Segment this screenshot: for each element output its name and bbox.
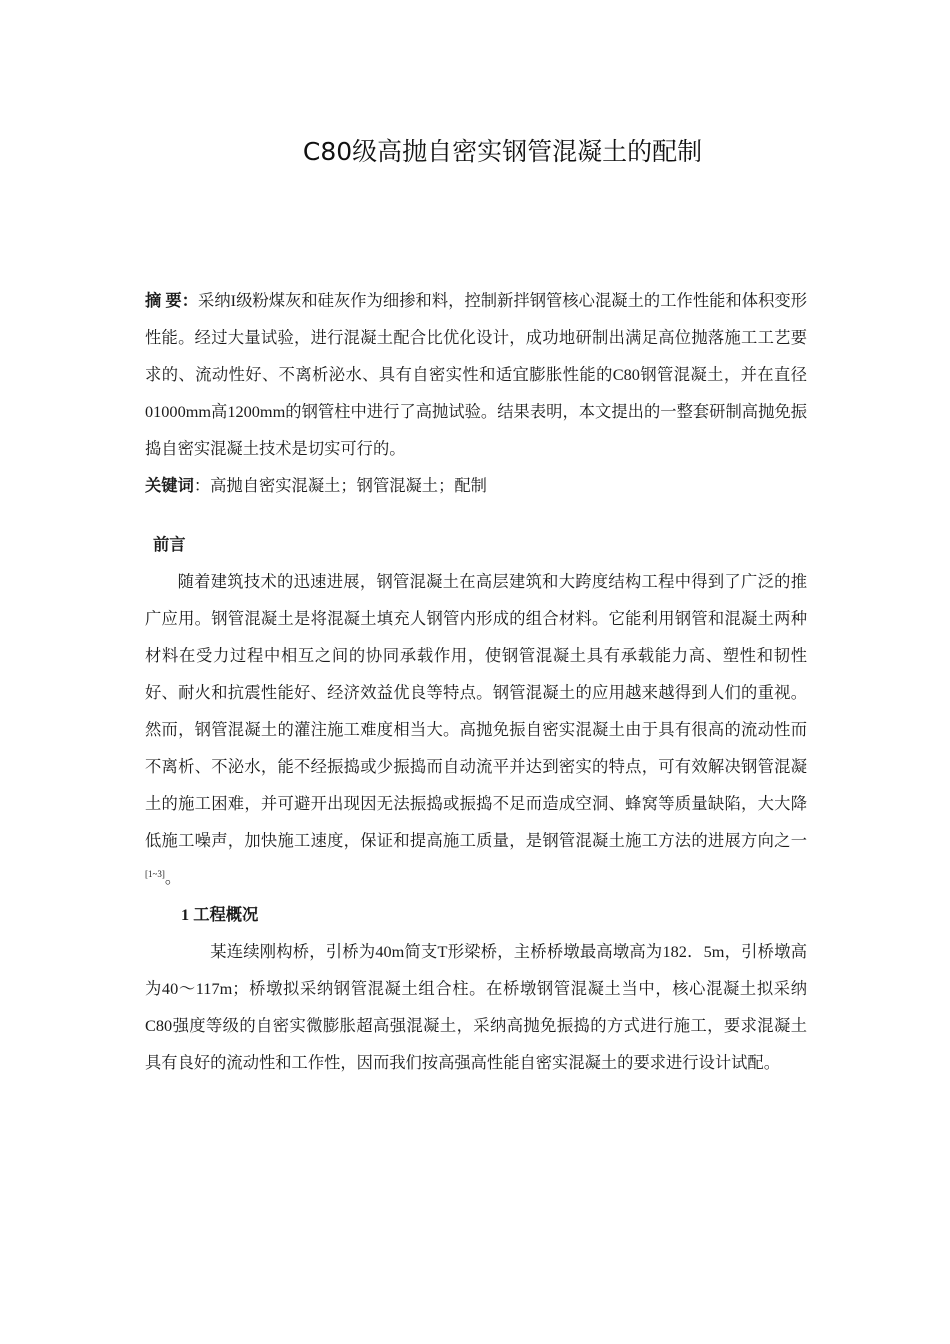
keywords-label: 关键词	[145, 476, 194, 495]
preface-text: 随着建筑技术的迅速进展，钢管混凝土在高层建筑和大跨度结构工程中得到了广泛的推广应用。钢管混凝土是将混凝土填充人钢管内形成的组合材料。它能利用钢管和混凝土两种材料在受力过程中相互之间的协同承载作用，使钢管混凝土具有承载能力高、塑性和韧性好、耐火和抗震性能好、经济效益优良等特点。钢管混凝土的应用越来越得到人们的重视。然而，钢管混凝土的灌注施工难度相当大。高抛免振自密实混凝土由于具有很高的流动性而不离析、不泌水，能不经振捣或少振捣而自动流平并达到密实的特点，可有效解决钢管混凝土的施工困难，并可避开出现因无法振捣或振捣不足而造成空洞、蜂窝等质量缺陷，大大降低施工噪声，加快施工速度，保证和提高施工质量，是钢管混凝土施工方法的进展方向之一	[145, 572, 807, 850]
keywords-paragraph	[145, 467, 807, 504]
preface-end: 。	[164, 868, 182, 887]
section1-heading: 1 工程概况	[181, 905, 259, 924]
abstract-label: 摘 要：	[145, 291, 199, 310]
abstract-paragraph	[145, 282, 807, 467]
preface-heading: 前言	[153, 535, 186, 554]
abstract-text: 采纳I级粉煤灰和硅灰作为细掺和料，控制新拌钢管核心混凝土的工作性能和体积变形性能。经过大量试验，进行混凝土配合比优化设计，成功地研制出满足高位抛落施工工艺要求的、流动性好、不离析泌水、具有自密实性和适宜膨胀性能的C80钢管混凝土，并在直径01000mm高1200mm的钢管柱中进行了高抛试验。结果表明，本文提出的一整套研制高抛免振捣自密实混凝土技术是切实可行的。	[145, 291, 807, 458]
keywords-text: ：高抛自密实混凝土；钢管混凝土；配制	[193, 476, 487, 495]
document-body	[145, 282, 807, 1081]
document-title: C80级高抛自密实钢管混凝土的配制	[302, 137, 703, 166]
preface-citation: [1~3]	[145, 869, 165, 879]
preface-paragraph	[145, 563, 807, 896]
section1-paragraph: 某连续刚构桥，引桥为40m简支T形梁桥，主桥桥墩最高墩高为182．5m，引桥墩高为40～117m；桥墩拟采纳钢管混凝土组合柱。在桥墩钢管混凝土当中，核心混凝土拟采纳C80强度等级的自密实微膨胀超高强混凝土，采纳高抛免振捣的方式进行施工，要求混凝土具有良好的流动性和工作性，因而我们按高强高性能自密实混凝土的要求进行设计试配。	[145, 942, 807, 1072]
